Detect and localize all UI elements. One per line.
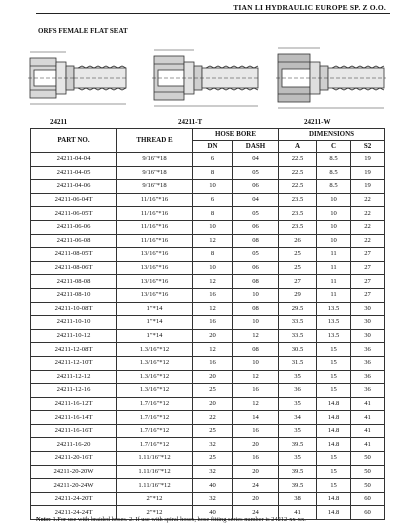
- cell-s2: 22: [351, 220, 385, 234]
- cell-part-no: 24211-24-24T: [31, 506, 117, 520]
- figure-24211-t: [148, 42, 266, 114]
- cell-thread: 1.3/16"*12: [117, 343, 193, 357]
- table-row: [31, 248, 385, 262]
- table-header-row: [31, 129, 385, 141]
- figure-caption-24211-t: 24211-T: [178, 118, 203, 126]
- cell-s2: 36: [351, 356, 385, 370]
- cell-dn: 16: [193, 316, 233, 330]
- cell-dn: 40: [193, 506, 233, 520]
- cell-s2: 27: [351, 275, 385, 289]
- cell-thread: 1.7/16"*12: [117, 411, 193, 425]
- cell-dn: 40: [193, 479, 233, 493]
- cell-a: 23.5: [279, 193, 317, 207]
- cell-s2: 30: [351, 302, 385, 316]
- cell-dn: 25: [193, 424, 233, 438]
- table-row: [31, 288, 385, 302]
- cell-part-no: 24211-20-24W: [31, 479, 117, 493]
- cell-thread: 1.7/16"*12: [117, 438, 193, 452]
- cell-dn: 20: [193, 370, 233, 384]
- cell-thread: 9/16"*18: [117, 180, 193, 194]
- note-label: Note:: [36, 516, 51, 523]
- table-body: [31, 153, 385, 520]
- table-row: [31, 166, 385, 180]
- cell-c: 11: [317, 261, 351, 275]
- cell-dash: 08: [233, 343, 279, 357]
- cell-thread: 11/16"*16: [117, 207, 193, 221]
- cell-c: 11: [317, 248, 351, 262]
- cell-dash: 05: [233, 166, 279, 180]
- cell-a: 33.5: [279, 329, 317, 343]
- cell-s2: 36: [351, 370, 385, 384]
- cell-s2: 19: [351, 180, 385, 194]
- cell-thread: 13/16"*16: [117, 275, 193, 289]
- cell-dn: 16: [193, 356, 233, 370]
- cell-dash: 10: [233, 356, 279, 370]
- cell-dash: 06: [233, 261, 279, 275]
- cell-part-no: 24211-12-16: [31, 384, 117, 398]
- cell-c: 14.8: [317, 492, 351, 506]
- cell-a: 34: [279, 411, 317, 425]
- cell-dn: 32: [193, 438, 233, 452]
- cell-dash: 06: [233, 180, 279, 194]
- cell-part-no: 24211-20-20W: [31, 465, 117, 479]
- cell-s2: 22: [351, 207, 385, 221]
- cell-dn: 8: [193, 248, 233, 262]
- table-row: [31, 356, 385, 370]
- cell-s2: 22: [351, 193, 385, 207]
- cell-a: 29: [279, 288, 317, 302]
- table-row: [31, 220, 385, 234]
- cell-thread: 9/16"*18: [117, 166, 193, 180]
- cell-dn: 16: [193, 288, 233, 302]
- cell-part-no: 24211-10-10: [31, 316, 117, 330]
- straight-fitting-drawing-icon: [24, 42, 134, 114]
- cell-c: 15: [317, 384, 351, 398]
- cell-part-no: 24211-06-06: [31, 220, 117, 234]
- table-row: [31, 438, 385, 452]
- section-title: ORFS FEMALE FLAT SEAT: [38, 27, 128, 35]
- figure-caption-24211-w: 24211-W: [304, 118, 331, 126]
- cell-c: 13.5: [317, 302, 351, 316]
- cell-a: 22.5: [279, 166, 317, 180]
- cell-part-no: 24211-08-08: [31, 275, 117, 289]
- cell-dn: 20: [193, 329, 233, 343]
- cell-dn: 12: [193, 302, 233, 316]
- header-rule: [36, 13, 390, 14]
- cell-c: 15: [317, 343, 351, 357]
- cell-dash: 20: [233, 492, 279, 506]
- cell-a: 39.5: [279, 479, 317, 493]
- cell-s2: 41: [351, 424, 385, 438]
- cell-c: 8.5: [317, 180, 351, 194]
- cell-thread: 1.11/16"*12: [117, 452, 193, 466]
- cell-dash: 12: [233, 370, 279, 384]
- table-row: [31, 465, 385, 479]
- cell-a: 36: [279, 384, 317, 398]
- cell-thread: 1"*14: [117, 302, 193, 316]
- cell-a: 29.5: [279, 302, 317, 316]
- cell-s2: 30: [351, 329, 385, 343]
- cell-part-no: 24211-16-16T: [31, 424, 117, 438]
- cell-s2: 50: [351, 465, 385, 479]
- cell-dn: 22: [193, 411, 233, 425]
- cell-thread: 11/16"*16: [117, 193, 193, 207]
- figure-caption-24211: 24211: [50, 118, 68, 126]
- cell-s2: 36: [351, 343, 385, 357]
- cell-s2: 19: [351, 153, 385, 167]
- cell-part-no: 24211-16-20: [31, 438, 117, 452]
- table-row: [31, 492, 385, 506]
- cell-dash: 08: [233, 234, 279, 248]
- cell-dn: 10: [193, 261, 233, 275]
- cell-a: 22.5: [279, 180, 317, 194]
- cell-s2: 27: [351, 248, 385, 262]
- table-row: [31, 234, 385, 248]
- cell-dn: 8: [193, 207, 233, 221]
- cell-s2: 60: [351, 506, 385, 520]
- cell-dn: 8: [193, 166, 233, 180]
- col-part-no: PART NO.: [31, 129, 117, 153]
- cell-c: 8.5: [317, 153, 351, 167]
- cell-s2: 50: [351, 479, 385, 493]
- cell-s2: 41: [351, 411, 385, 425]
- cell-dash: 12: [233, 329, 279, 343]
- cell-a: 25: [279, 248, 317, 262]
- table-row: [31, 302, 385, 316]
- cell-s2: 19: [351, 166, 385, 180]
- col-dimensions: DIMENSIONS: [279, 129, 385, 141]
- cell-dn: 6: [193, 153, 233, 167]
- table-row: [31, 411, 385, 425]
- figure-24211: [24, 42, 134, 114]
- cell-dash: 10: [233, 288, 279, 302]
- cell-a: 31.5: [279, 356, 317, 370]
- cell-dn: 10: [193, 220, 233, 234]
- cell-c: 14.8: [317, 397, 351, 411]
- cell-part-no: 24211-04-05: [31, 166, 117, 180]
- cell-c: 15: [317, 370, 351, 384]
- cell-dn: 25: [193, 384, 233, 398]
- cell-part-no: 24211-16-12T: [31, 397, 117, 411]
- col-dn: DN: [193, 141, 233, 153]
- table-row: [31, 452, 385, 466]
- cell-thread: 2"*12: [117, 506, 193, 520]
- cell-thread: 1.7/16"*12: [117, 397, 193, 411]
- cell-c: 10: [317, 220, 351, 234]
- cell-part-no: 24211-08-06T: [31, 261, 117, 275]
- cell-part-no: 24211-06-05T: [31, 207, 117, 221]
- footnote: [36, 516, 306, 523]
- cell-s2: 27: [351, 288, 385, 302]
- cell-dash: 05: [233, 248, 279, 262]
- cell-a: 38: [279, 492, 317, 506]
- cell-dash: 20: [233, 465, 279, 479]
- cell-dash: 06: [233, 220, 279, 234]
- cell-dash: 10: [233, 316, 279, 330]
- cell-c: 11: [317, 288, 351, 302]
- table-row: [31, 370, 385, 384]
- cell-dash: 12: [233, 397, 279, 411]
- cell-s2: 22: [351, 234, 385, 248]
- cell-a: 35: [279, 397, 317, 411]
- table-row: [31, 207, 385, 221]
- spec-table: [30, 128, 385, 520]
- cell-a: 30.5: [279, 343, 317, 357]
- cell-a: 35: [279, 370, 317, 384]
- cell-thread: 11/16"*16: [117, 220, 193, 234]
- cell-dash: 04: [233, 193, 279, 207]
- cell-part-no: 24211-06-04T: [31, 193, 117, 207]
- cell-dash: 16: [233, 384, 279, 398]
- cell-part-no: 24211-10-08T: [31, 302, 117, 316]
- cell-c: 13.5: [317, 316, 351, 330]
- cell-a: 39.5: [279, 438, 317, 452]
- cell-dn: 12: [193, 234, 233, 248]
- table-row: [31, 343, 385, 357]
- cell-dn: 32: [193, 465, 233, 479]
- cell-s2: 41: [351, 397, 385, 411]
- cell-thread: 1.7/16"*12: [117, 424, 193, 438]
- cell-thread: 1.3/16"*12: [117, 384, 193, 398]
- figure-24211-w: [272, 42, 390, 114]
- cell-dn: 10: [193, 180, 233, 194]
- cell-dn: 12: [193, 343, 233, 357]
- cell-a: 39.5: [279, 465, 317, 479]
- col-a: A: [279, 141, 317, 153]
- cell-part-no: 24211-16-14T: [31, 411, 117, 425]
- table-row: [31, 261, 385, 275]
- cell-dash: 20: [233, 438, 279, 452]
- cell-s2: 50: [351, 452, 385, 466]
- table-row: [31, 193, 385, 207]
- cell-s2: 30: [351, 316, 385, 330]
- col-c: C: [317, 141, 351, 153]
- cell-dash: 24: [233, 479, 279, 493]
- cell-thread: 13/16"*16: [117, 248, 193, 262]
- cell-part-no: 24211-24-20T: [31, 492, 117, 506]
- cell-c: 8.5: [317, 166, 351, 180]
- table-row: [31, 424, 385, 438]
- cell-part-no: 24211-08-05T: [31, 248, 117, 262]
- note-text: 1.For use with braided hoses. 2. If use with spiral hoses, hose fitting series number is 24212-xx-xx.: [50, 516, 306, 523]
- cell-part-no: 24211-12-12: [31, 370, 117, 384]
- col-s2: S2: [351, 141, 385, 153]
- table-row: [31, 180, 385, 194]
- cell-thread: 1.3/16"*12: [117, 356, 193, 370]
- cell-a: 23.5: [279, 220, 317, 234]
- cell-thread: 9/16"*18: [117, 153, 193, 167]
- cell-s2: 27: [351, 261, 385, 275]
- cell-part-no: 24211-20-16T: [31, 452, 117, 466]
- cell-a: 23.5: [279, 207, 317, 221]
- cell-c: 10: [317, 193, 351, 207]
- cell-dash: 14: [233, 411, 279, 425]
- cell-thread: 13/16"*16: [117, 288, 193, 302]
- company-name: TIAN LI HYDRAULIC EUROPE SP. Z O.O.: [233, 3, 386, 12]
- cell-a: 26: [279, 234, 317, 248]
- straight-fitting-heavy-nut-drawing-icon: [272, 42, 390, 114]
- table-row: [31, 479, 385, 493]
- cell-part-no: 24211-12-08T: [31, 343, 117, 357]
- cell-a: 41: [279, 506, 317, 520]
- cell-thread: 1"*14: [117, 329, 193, 343]
- cell-s2: 36: [351, 384, 385, 398]
- cell-thread: 1.3/16"*12: [117, 370, 193, 384]
- cell-a: 35: [279, 424, 317, 438]
- cell-c: 15: [317, 465, 351, 479]
- table-row: [31, 153, 385, 167]
- straight-fitting-thick-nut-drawing-icon: [148, 42, 266, 114]
- cell-c: 10: [317, 207, 351, 221]
- cell-c: 15: [317, 356, 351, 370]
- cell-dn: 6: [193, 193, 233, 207]
- cell-c: 14.8: [317, 411, 351, 425]
- cell-c: 11: [317, 275, 351, 289]
- cell-a: 35: [279, 452, 317, 466]
- cell-a: 33.5: [279, 316, 317, 330]
- cell-dn: 20: [193, 397, 233, 411]
- cell-a: 27: [279, 275, 317, 289]
- cell-part-no: 24211-04-04: [31, 153, 117, 167]
- col-dash: DASH: [233, 141, 279, 153]
- cell-thread: 2"*12: [117, 492, 193, 506]
- col-hose-bore: HOSE BORE: [193, 129, 279, 141]
- cell-dash: 04: [233, 153, 279, 167]
- cell-c: 15: [317, 452, 351, 466]
- cell-dash: 24: [233, 506, 279, 520]
- cell-part-no: 24211-06-08: [31, 234, 117, 248]
- cell-dash: 08: [233, 275, 279, 289]
- cell-s2: 60: [351, 492, 385, 506]
- cell-thread: 1"*14: [117, 316, 193, 330]
- cell-dash: 16: [233, 424, 279, 438]
- col-thread: THREAD E: [117, 129, 193, 153]
- table-row: [31, 384, 385, 398]
- table-row: [31, 275, 385, 289]
- cell-thread: 1.11/16"*12: [117, 465, 193, 479]
- cell-a: 22.5: [279, 153, 317, 167]
- cell-thread: 1.11/16"*12: [117, 479, 193, 493]
- cell-c: 14.8: [317, 438, 351, 452]
- cell-thread: 11/16"*16: [117, 234, 193, 248]
- cell-dn: 32: [193, 492, 233, 506]
- cell-c: 14.8: [317, 506, 351, 520]
- cell-part-no: 24211-12-10T: [31, 356, 117, 370]
- cell-dn: 12: [193, 275, 233, 289]
- cell-dash: 05: [233, 207, 279, 221]
- table-row: [31, 316, 385, 330]
- page-header: [0, 0, 416, 14]
- cell-a: 25: [279, 261, 317, 275]
- cell-c: 15: [317, 479, 351, 493]
- cell-thread: 13/16"*16: [117, 261, 193, 275]
- cell-dash: 08: [233, 302, 279, 316]
- cell-s2: 41: [351, 438, 385, 452]
- cell-c: 14.8: [317, 424, 351, 438]
- table-row: [31, 329, 385, 343]
- cell-dn: 25: [193, 452, 233, 466]
- cell-part-no: 24211-04-06: [31, 180, 117, 194]
- cell-dash: 16: [233, 452, 279, 466]
- table-row: [31, 397, 385, 411]
- cell-part-no: 24211-10-12: [31, 329, 117, 343]
- cell-part-no: 24211-08-10: [31, 288, 117, 302]
- cell-c: 10: [317, 234, 351, 248]
- cell-c: 13.5: [317, 329, 351, 343]
